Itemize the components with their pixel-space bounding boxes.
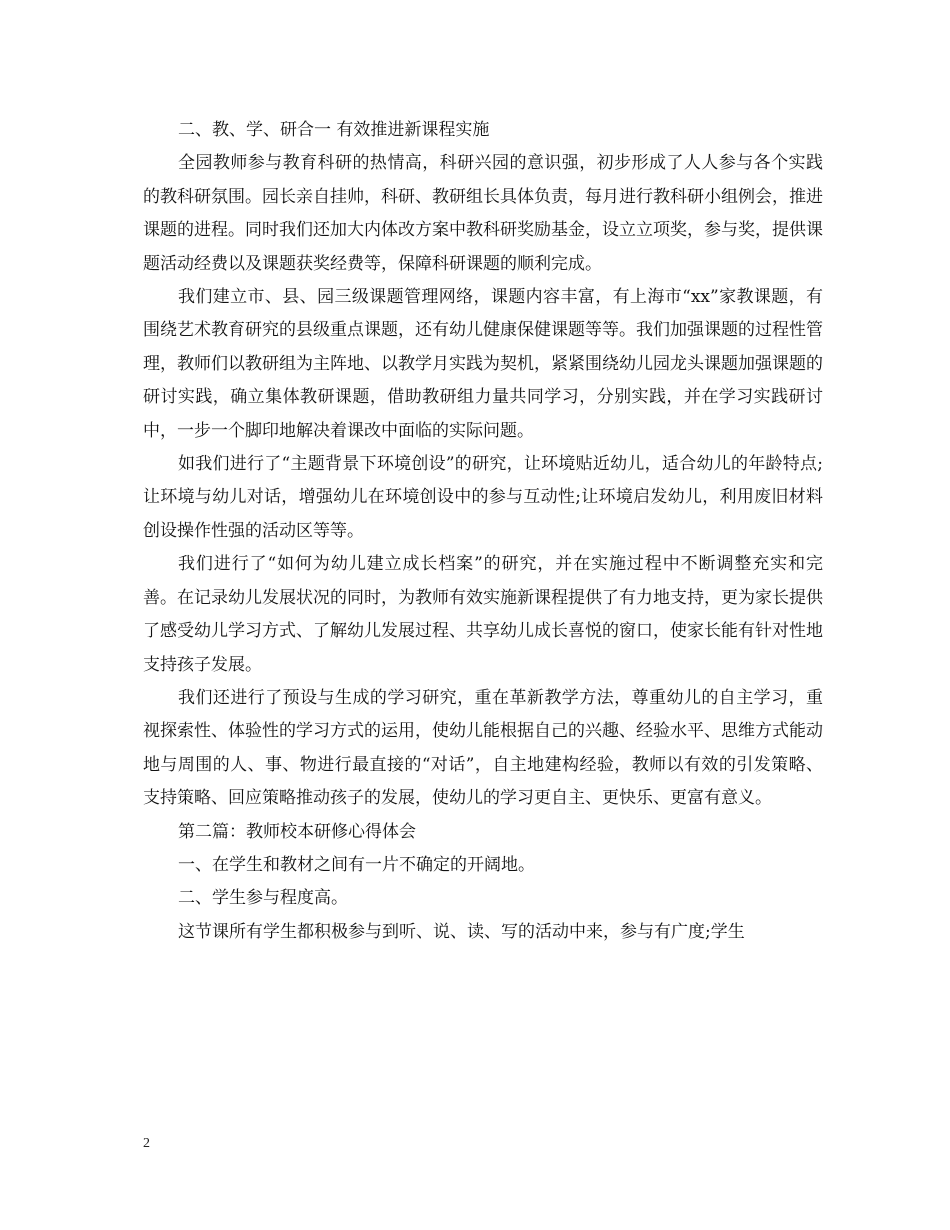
paragraph: 我们建立市、县、园三级课题管理网络，课题内容丰富，有上海市“xx”家教课题，有围绕艺术教育研究的县级重点课题，还有幼儿健康保健课题等等。我们加强课题的过程性管理，教师们以教研组为主阵地、以教学月实践为契机，紧紧围绕幼儿园龙头课题加强课题的研讨实践，确立集体教研课题，借助教研组力量共同学习，分别实践，并在学习实践研讨中，一步一个脚印地解决着课改中面临的实际问题。 [143, 287, 823, 441]
page-number: 2 [143, 1136, 150, 1151]
section-heading: 二、学生参与程度高。 [178, 888, 348, 909]
section-heading: 一、在学生和教材之间有一片不确定的开阔地。 [178, 854, 535, 875]
chapter-heading: 第二篇：教师校本研修心得体会 [178, 821, 416, 842]
paragraph: 全园教师参与教育科研的热情高，科研兴园的意识强，初步形成了人人参与各个实践的教科研氛围。园长亲自挂帅，科研、教研组长具体负责，每月进行教科研小组例会，推进课题的进程。同时我们还加大内体改方案中教科研奖励基金，设立立项奖，参与奖，提供课题活动经费以及课题获奖经费等，保障科研课题的顺利完成。 [143, 153, 823, 274]
paragraph: 我们还进行了预设与生成的学习研究，重在革新教学方法，尊重幼儿的自主学习，重视探索性、体验性的学习方式的运用，使幼儿能根据自己的兴趣、经验水平、思维方式能动地与周围的人、事、物进行最直接的“对话”，自主地建构经验，教师以有效的引发策略、支持策略、回应策略推动孩子的发展，使幼儿的学习更自主、更快乐、更富有意义。 [143, 687, 823, 809]
paragraph: 我们进行了“如何为幼儿建立成长档案”的研究，并在实施过程中不断调整充实和完善。在记录幼儿发展状况的同时，为教师有效实施新课程提供了有力地支持，更为家长提供了感受幼儿学习方式、了解幼儿发展过程、共享幼儿成长喜悦的窗口，使家长能有针对性地支持孩子发展。 [143, 554, 823, 675]
section-heading: 二、教、学、研合一 有效推进新课程实施 [178, 120, 490, 140]
paragraph: 这节课所有学生都积极参与到听、说、读、写的活动中来，参与有广度;学生 [178, 921, 745, 942]
document-body [143, 114, 823, 949]
paragraph: 如我们进行了“主题背景下环境创设”的研究，让环境贴近幼儿，适合幼儿的年龄特点;让环境与幼儿对话，增强幼儿在环境创设中的参与互动性;让环境启发幼儿，利用废旧材料创设操作性强的活动区等等。 [143, 454, 823, 541]
